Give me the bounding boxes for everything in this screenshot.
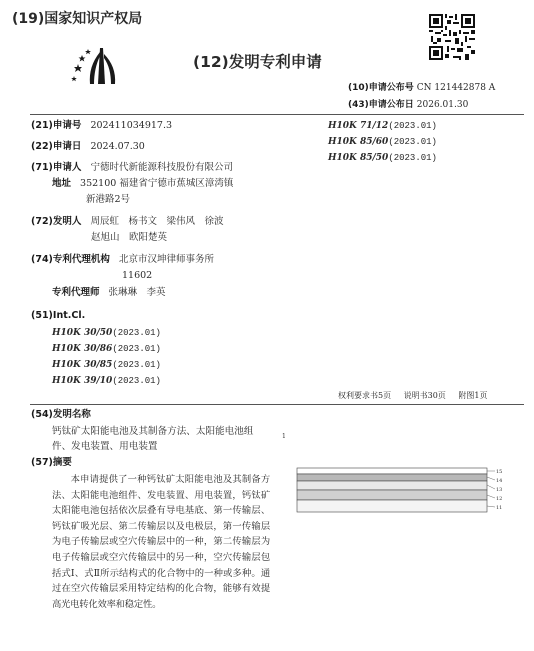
title-label: (54)发明名称 xyxy=(31,409,91,420)
ipc-code: H10K 39/10 xyxy=(52,376,113,386)
int-cl-row xyxy=(31,310,85,323)
agency-label: (74)专利代理机构 xyxy=(31,254,110,265)
ipc-year: (2023.01) xyxy=(112,376,161,386)
publication-number: CN 121442878 A xyxy=(416,83,496,93)
application-number: 202411034917.3 xyxy=(90,120,173,131)
applicant-label: (71)申请人 xyxy=(31,162,82,173)
ipc-code: H10K 30/86 xyxy=(52,344,113,354)
agent-row xyxy=(52,287,166,300)
agent-label: 专利代理师 xyxy=(52,287,100,298)
ipc-right-2 xyxy=(328,136,437,148)
ipc-year: (2023.01) xyxy=(388,137,437,147)
inventor-label: (72)发明人 xyxy=(31,216,82,227)
layer-14 xyxy=(297,474,487,481)
inventors-line-2 xyxy=(91,232,167,245)
ipc-right-1 xyxy=(328,120,437,132)
ipc-code: H10K 30/50 xyxy=(52,328,113,338)
document-type: (12)发明专利申请 xyxy=(193,53,322,71)
publication-number-row xyxy=(348,82,495,94)
page-counts xyxy=(338,391,497,402)
agency-code-text: 11602 xyxy=(122,270,153,281)
address-line-2 xyxy=(86,194,130,207)
ipc-year: (2023.01) xyxy=(388,121,437,131)
agents: 张琳琳 李英 xyxy=(108,287,166,298)
address-label: 地址 xyxy=(52,178,72,189)
address-line-1: 352100 福建省宁德市蕉城区漳湾镇 xyxy=(80,178,234,189)
ipc-year: (2023.01) xyxy=(112,344,161,354)
application-date-row xyxy=(31,141,145,154)
layer-11 xyxy=(297,500,487,512)
address-line-2-text: 新港路2号 xyxy=(86,194,131,205)
layer-13 xyxy=(297,481,487,490)
patent-office-emblem-icon xyxy=(70,44,126,88)
int-cl-label: (51)Int.Cl. xyxy=(31,310,86,321)
title-label-row xyxy=(31,409,91,422)
claims-pages: 权利要求书5页 xyxy=(338,391,392,400)
header-divider xyxy=(30,114,524,115)
ipc-left-3 xyxy=(52,359,161,371)
ipc-code: H10K 71/12 xyxy=(328,121,389,131)
publication-number-label: (10)申请公布号 xyxy=(348,83,414,93)
layer-label-13: 13 xyxy=(496,487,503,493)
ipc-left-2 xyxy=(52,343,161,355)
inventors-line-2-text: 赵旭山 欧阳楚英 xyxy=(91,232,168,243)
ipc-left-1 xyxy=(52,327,161,339)
inventors-line-1: 周辰虹 杨书文 梁伟风 徐波 xyxy=(90,216,224,227)
applicant: 宁德时代新能源科技股份有限公司 xyxy=(90,162,233,173)
ipc-year: (2023.01) xyxy=(112,360,161,370)
publication-date: 2026.01.30 xyxy=(416,100,469,110)
layer-12 xyxy=(297,490,487,500)
layer-label-11: 11 xyxy=(496,505,503,511)
application-date-label: (22)申请日 xyxy=(31,141,82,152)
ipc-code: H10K 30/85 xyxy=(52,360,113,370)
ipc-right-3 xyxy=(328,152,437,164)
agency-row xyxy=(31,254,214,267)
applicant-row xyxy=(31,162,233,175)
layer-structure-figure xyxy=(282,433,515,536)
layer-label-15: 15 xyxy=(496,469,503,475)
ipc-left-4 xyxy=(52,375,161,387)
layer-label-14: 14 xyxy=(496,478,503,484)
application-number-row xyxy=(31,120,172,133)
description-pages: 说明书30页 xyxy=(403,391,446,400)
drawing-pages: 附图1页 xyxy=(458,391,488,400)
issuing-office: (19)国家知识产权局 xyxy=(12,11,143,27)
publication-date-label: (43)申请公布日 xyxy=(348,100,414,110)
ipc-code: H10K 85/60 xyxy=(328,137,389,147)
qr-code-icon xyxy=(429,14,475,60)
agency-code xyxy=(122,270,152,283)
application-number-label: (21)申请号 xyxy=(31,120,82,131)
figure-ref-label: 1 xyxy=(282,433,286,440)
agency-line-1: 北京市汉坤律师事务所 xyxy=(118,254,214,265)
application-date: 2024.07.30 xyxy=(90,141,145,152)
invention-title: 钙钛矿太阳能电池及其制备方法、太阳能电池组件、发电装置、用电装置 xyxy=(52,426,254,452)
abstract-text: 本申请提供了一种钙钛矿太阳能电池及其制备方法、太阳能电池组件、发电装置、用电装置，钙钛矿太阳能电池包括依次层叠有导电基底、第一传输层、钙钛矿吸光层、第二传输层以及电极层，第一传输层为电子传输层或空穴传输层中的一种，第二传输层为电子传输层或空穴传输层中的另一种，空穴传输层包括式Ⅰ、式Ⅱ所示结构式的化合物中的一种或多种。通过在空穴传输层采用特定结构的化合物，能够有效提高光电转化效率和稳定性。 xyxy=(52,474,270,610)
layer-label-12: 12 xyxy=(496,496,503,502)
publication-date-row xyxy=(348,99,468,111)
ipc-year: (2023.01) xyxy=(112,328,161,338)
ipc-code: H10K 85/50 xyxy=(328,153,389,163)
layer-15 xyxy=(297,468,487,474)
inventor-row xyxy=(31,216,223,229)
ipc-year: (2023.01) xyxy=(388,153,437,163)
biblio-divider xyxy=(30,404,524,405)
abstract-label-row xyxy=(31,457,72,470)
abstract-label: (57)摘要 xyxy=(31,457,72,468)
address-row xyxy=(52,178,233,191)
